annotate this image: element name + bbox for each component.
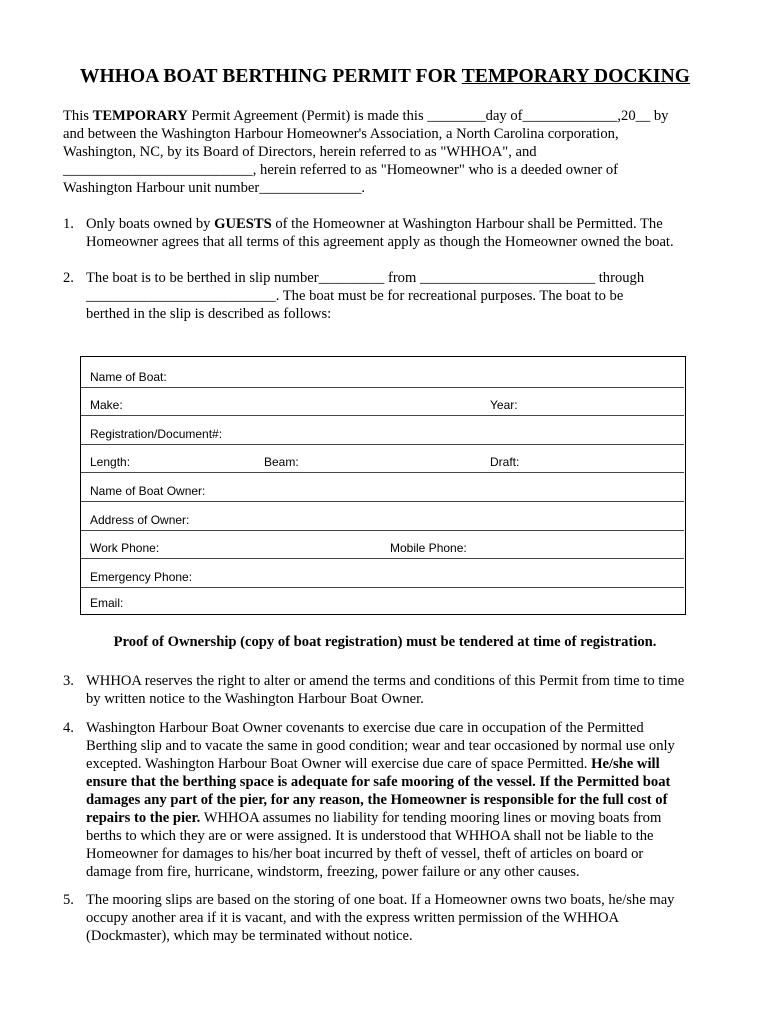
intro-temporary-bold: TEMPORARY [92, 108, 188, 124]
owner-address-label: Address of Owner: [90, 513, 190, 527]
clause-text: WHHOA assumes no liability for tending mooring lines or moving boats from [200, 810, 662, 826]
boat-name-label: Name of Boat: [90, 370, 167, 384]
dimensions-row[interactable] [81, 444, 684, 473]
boat-name-row[interactable] [81, 357, 684, 388]
owner-name-row[interactable] [81, 472, 684, 502]
clause-text: excepted. Washington Harbour Boat Owner will exercise due care of space Permitted. [86, 756, 592, 772]
draft-label: Draft: [490, 455, 520, 469]
registration-row[interactable] [81, 415, 684, 445]
mobile-phone-label: Mobile Phone: [390, 541, 467, 555]
page-title [0, 66, 770, 88]
beam-label: Beam: [264, 455, 299, 469]
emergency-phone-label: Emergency Phone: [90, 570, 193, 584]
clause-text: The boat is to be berthed in slip number_________ from ________________________ through [86, 270, 645, 286]
email-label: Email: [90, 596, 124, 610]
owner-address-row[interactable] [81, 501, 684, 531]
clause-number: 5. [63, 892, 74, 908]
boat-details-form [80, 356, 686, 615]
clause-number: 4. [63, 720, 74, 736]
proof-of-ownership-notice: Proof of Ownership (copy of boat registration) must be tendered at time of registration. [113, 634, 657, 650]
clause-number: 3. [63, 673, 74, 689]
clause-text: damage from fire, hurricane, windstorm, freezing, power failure or any other causes. [86, 864, 580, 880]
intro-text: __________________________, herein referred to as "Homeowner" who is a deeded owner of [63, 162, 618, 178]
clause-text: Only boats owned by [86, 216, 215, 232]
make-label: Make: [90, 398, 123, 412]
work-phone-label: Work Phone: [90, 541, 160, 555]
title-underlined: TEMPORARY DOCKING [461, 66, 691, 87]
owner-name-label: Name of Boat Owner: [90, 484, 206, 498]
clause-text: Homeowner agrees that all terms of this agreement apply as though the Homeowner owned the boat. [86, 234, 674, 250]
emergency-phone-row[interactable] [81, 558, 684, 588]
clause-text: The mooring slips are based on the storing of one boat. If a Homeowner owns two boats, he/she may [86, 892, 675, 908]
clause-number: 1. [63, 216, 74, 232]
clause-text: Homeowner for damages to his/her boat incurred by theft of vessel, theft of articles on board or [86, 846, 644, 862]
clause-text: of the Homeowner at Washington Harbour shall be Permitted. The [271, 216, 663, 232]
intro-text: Washington Harbour unit number______________. [63, 180, 366, 196]
clause-text: berths to which they are or were assigned. It is understood that WHHOA shall not be liable to the [86, 828, 654, 844]
clause-text: (Dockmaster), which may be terminated without notice. [86, 928, 413, 944]
make-year-row[interactable] [81, 387, 684, 416]
email-row[interactable] [81, 587, 684, 613]
intro-paragraph [63, 107, 723, 197]
clause-text: berthed in the slip is described as follows: [86, 306, 332, 322]
clause-number: 2. [63, 270, 74, 286]
clause-text: WHHOA reserves the right to alter or amend the terms and conditions of this Permit from time to time [86, 673, 685, 689]
clause-text: by written notice to the Washington Harbour Boat Owner. [86, 691, 424, 707]
intro-text: and between the Washington Harbour Homeowner's Association, a North Carolina corporation, [63, 126, 619, 142]
clause-bold-text: He/she will [591, 756, 660, 772]
title-main: WHHOA BOAT BERTHING PERMIT FOR [79, 66, 462, 87]
intro-text: This [63, 108, 93, 124]
registration-label: Registration/Document#: [90, 427, 223, 441]
intro-text: Washington, NC, by its Board of Directors, herein referred to as "WHHOA", and [63, 144, 537, 160]
clause-text: Washington Harbour Boat Owner covenants to exercise due care in occupation of the Permitted [86, 720, 644, 736]
length-label: Length: [90, 455, 131, 469]
clause-text: occupy another area if it is vacant, and with the express written permission of the WHHOA [86, 910, 620, 926]
guests-bold: GUESTS [214, 216, 272, 232]
intro-text: Permit Agreement (Permit) is made this ________day of_____________,20__ by [187, 108, 669, 124]
clause-bold-text: damages any part of the pier, for any reason, the Homeowner is responsible for the full cost of [86, 792, 668, 808]
clause-bold-text: ensure that the berthing space is adequate for safe mooring of the vessel. If the Permitted boat [86, 774, 671, 790]
clause-text: Berthing slip and to vacate the same in good condition; wear and tear occasioned by normal use only [86, 738, 675, 754]
clause-text: __________________________. The boat must be for recreational purposes. The boat to be [86, 288, 624, 304]
clause-bold-text: repairs to the pier. [86, 810, 201, 826]
phone-row[interactable] [81, 530, 684, 559]
year-label: Year: [490, 398, 518, 412]
